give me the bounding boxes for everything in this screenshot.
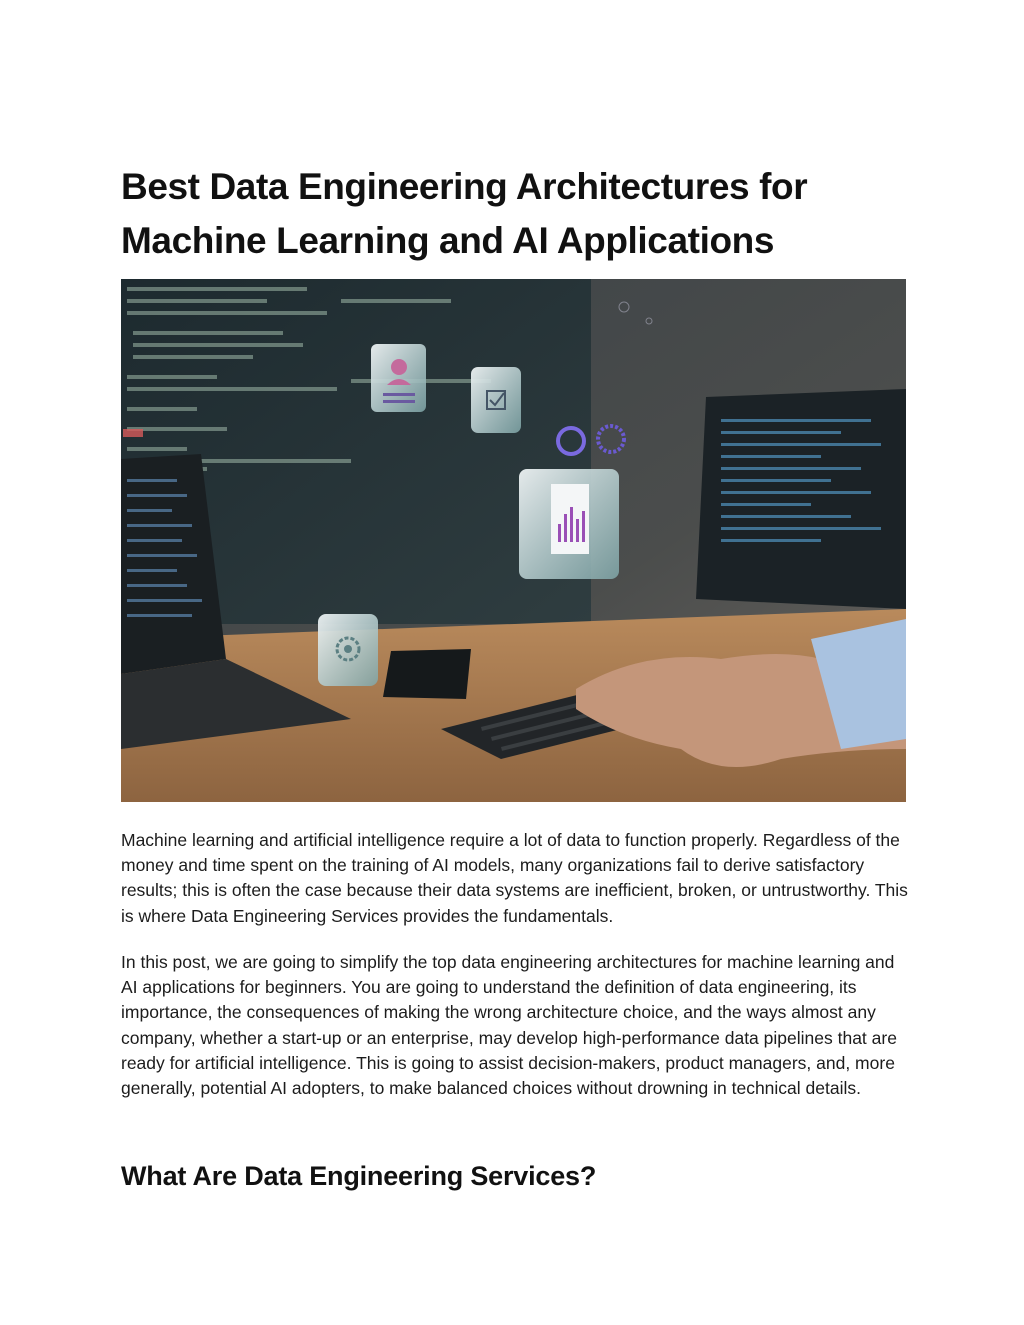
hero-image [121,279,906,802]
gear-card-icon [318,614,378,686]
intro-paragraph: Machine learning and artificial intelligence require a lot of data to function properly. Regardless of the money and time spent on the training of AI models, many organizations fail to derive satisfactory results; this is often the case because their data systems are inefficient, broken, or untrustworthy. This is where Data Engineering Services provides the fundamentals. [121,830,908,926]
article-title: Best Data Engineering Architectures for Machine Learning and AI Applications [121,166,808,261]
bar-chart-card-icon [519,469,619,579]
overview-paragraph: In this post, we are going to simplify the top data engineering architectures for machine learning and AI applications for beginners. You are going to understand the definition of data engineering, its importance, the consequences of making the wrong architecture choice, and the ways almost any company, whether a start-up or an enterprise, may develop high-performance data pipelines that are ready for artificial intelligence. This is going to assist decision-makers, product managers, and, more generally, potential AI adopters, to make balanced choices without drowning in technical details. [121,952,897,1099]
checklist-card-icon [471,367,521,433]
user-profile-card-icon [371,344,426,412]
section-heading: What Are Data Engineering Services? [121,1161,597,1191]
